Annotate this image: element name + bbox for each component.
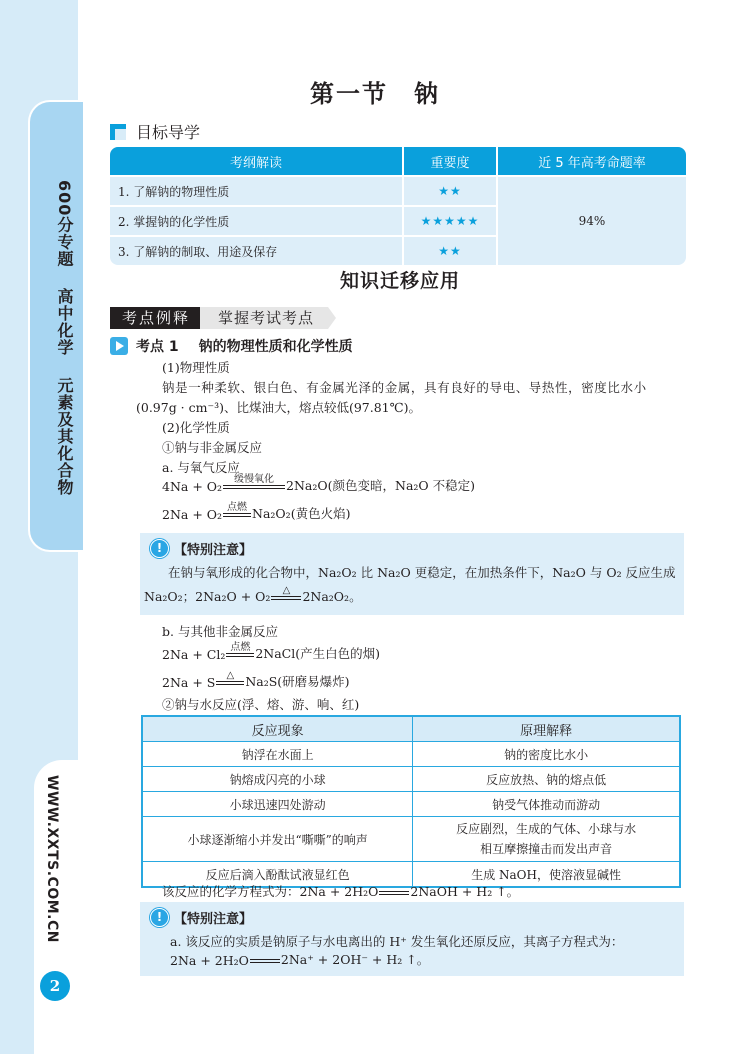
table-row <box>142 792 680 817</box>
kaodian-label: 考点 1 <box>136 339 179 355</box>
table-row <box>142 767 680 792</box>
importance-stars: ★★ <box>404 175 498 205</box>
equation <box>162 670 350 690</box>
note-heading <box>150 539 684 558</box>
phenomenon-cell: 钠浮在水面上 <box>142 742 413 767</box>
equation <box>162 474 475 494</box>
kaodian-title: 钠的物理性质和化学性质 <box>198 339 353 355</box>
importance-stars: ★★★★★ <box>404 205 498 235</box>
paragraph-line: 钠是一种柔软、银白色、有金属光泽的金属，具有良好的导电、导热性，密度比水小 <box>162 380 647 395</box>
phenomenon-cell: 小球迅速四处游动 <box>142 792 413 817</box>
goal-section-heading <box>110 120 200 143</box>
page-number: 2 <box>40 971 70 1001</box>
condition: 点燃 <box>230 642 251 653</box>
phenomenon-cell: 反应后滴入酚酞试液显红色 <box>142 862 413 888</box>
play-icon <box>110 337 128 355</box>
eq-left: 2Na + 2H₂O <box>170 953 249 968</box>
eq-right: 2Na₂O₂。 <box>302 589 362 604</box>
table-row <box>142 742 680 767</box>
note-line: a. 该反应的实质是钠原子与水电离出的 H⁺ 发生氧化还原反应，其离子方程式为： <box>170 934 624 949</box>
subheading: a. 与氧气反应 <box>162 460 240 475</box>
eq-right: 2NaOH + H₂ ↑。 <box>410 884 520 899</box>
table-row <box>142 817 680 862</box>
phenomenon-cell: 钠熔成闪亮的小球 <box>142 767 413 792</box>
reaction-arrow <box>223 474 285 494</box>
column-header: 原理解释 <box>413 716 680 742</box>
objective-cell: 3. 了解钠的制取、用途及保存 <box>110 235 404 265</box>
chemical-heading: (2)化学性质 <box>162 420 230 435</box>
eq-left: 2Na + S <box>162 675 216 690</box>
column-header: 重要度 <box>404 147 498 175</box>
goal-table <box>110 147 686 265</box>
reaction-arrow <box>271 585 301 605</box>
special-note <box>140 902 684 976</box>
website-url: WWW.XXTS.COM.CN <box>44 775 60 943</box>
water-table-header <box>142 716 680 742</box>
objective-cell: 1. 了解钠的物理性质 <box>110 175 404 205</box>
eq-left: Na₂O₂；2Na₂O + O₂ <box>144 589 271 604</box>
eq-right: 2Na⁺ + 2OH⁻ + H₂ ↑。 <box>280 952 430 967</box>
note-heading-text: 【特别注意】 <box>174 912 253 927</box>
series-part: 600分专题 <box>55 180 74 268</box>
condition: △ <box>282 585 291 596</box>
table-row <box>110 175 686 205</box>
banner-light-label: 掌握考试考点 <box>200 307 328 329</box>
exclamation-icon: ! <box>150 539 169 558</box>
goal-table-header <box>110 147 686 175</box>
condition: △ <box>226 670 235 681</box>
eq-right: Na₂O₂(黄色火焰) <box>252 506 351 521</box>
eq-left: 2Na + O₂ <box>162 507 223 522</box>
physical-heading: (1)物理性质 <box>162 360 230 375</box>
page-title: 第一节 钠 <box>310 79 440 108</box>
reaction-arrow <box>379 891 409 900</box>
note-heading <box>150 908 684 927</box>
eq-left: 2Na + Cl₂ <box>162 647 226 662</box>
note-line: 在钠与氧形成的化合物中，Na₂O₂ 比 Na₂O 更稳定，在加热条件下，Na₂O 与 O₂ 反应生成 <box>168 565 676 580</box>
corner-bracket-icon <box>110 124 126 140</box>
note-equation <box>144 585 362 605</box>
subheading: ②钠与水反应(浮、熔、游、响、红) <box>162 697 360 712</box>
eq-left: 该反应的化学方程式为：2Na + 2H₂O <box>162 884 379 899</box>
condition: 缓慢氧化 <box>234 474 275 485</box>
section-banner <box>110 307 328 329</box>
goal-heading-text: 目标导学 <box>136 123 201 142</box>
equation <box>162 502 350 522</box>
subheading: b. 与其他非金属反应 <box>162 624 278 639</box>
note-equation <box>170 950 429 968</box>
eq-right: 2Na₂O(颜色变暗，Na₂O 不稳定) <box>286 478 476 493</box>
column-header: 考纲解读 <box>110 147 404 175</box>
paragraph-line: (0.97g · cm⁻³)、比煤油大，熔点较低(97.81℃)。 <box>136 400 421 415</box>
book-series-label <box>36 180 76 510</box>
eq-left: 4Na + O₂ <box>162 479 223 494</box>
objective-cell: 2. 掌握钠的化学性质 <box>110 205 404 235</box>
importance-stars: ★★ <box>404 235 498 265</box>
column-header: 近 5 年高考命题率 <box>498 147 686 175</box>
kaodian-heading <box>110 336 353 356</box>
reaction-arrow <box>250 959 280 968</box>
condition: 点燃 <box>227 502 248 513</box>
section-subtitle: 知识迁移应用 <box>339 270 460 292</box>
explanation-cell: 反应剧烈，生成的气体、小球与水 相互摩擦撞击而发出声音 <box>413 817 680 862</box>
series-part: 元素及其化合物 <box>55 376 74 496</box>
special-note <box>140 533 684 615</box>
note-heading-text: 【特别注意】 <box>174 543 253 558</box>
column-header: 反应现象 <box>142 716 413 742</box>
banner-dark-label: 考点例释 <box>110 307 200 329</box>
phenomenon-cell: 小球逐渐缩小并发出“嘶嘶”的响声 <box>142 817 413 862</box>
water-equation <box>162 882 519 900</box>
explanation-cell: 反应放热、钠的熔点低 <box>413 767 680 792</box>
explanation-cell: 生成 NaOH，使溶液显碱性 <box>413 862 680 888</box>
subheading: ①钠与非金属反应 <box>162 440 263 455</box>
equation <box>162 642 380 662</box>
exam-rate-cell: 94% <box>498 175 686 265</box>
eq-right: Na₂S(研磨易爆炸) <box>245 674 350 689</box>
exclamation-icon: ! <box>150 908 169 927</box>
series-part: 高中化学 <box>55 287 74 356</box>
explanation-cell: 钠的密度比水小 <box>413 742 680 767</box>
reaction-arrow <box>223 502 251 522</box>
reaction-arrow <box>226 642 254 662</box>
water-reaction-table <box>141 715 681 888</box>
explanation-cell: 钠受气体推动而游动 <box>413 792 680 817</box>
eq-right: 2NaCl(产生白色的烟) <box>255 646 381 661</box>
reaction-arrow <box>216 670 244 690</box>
